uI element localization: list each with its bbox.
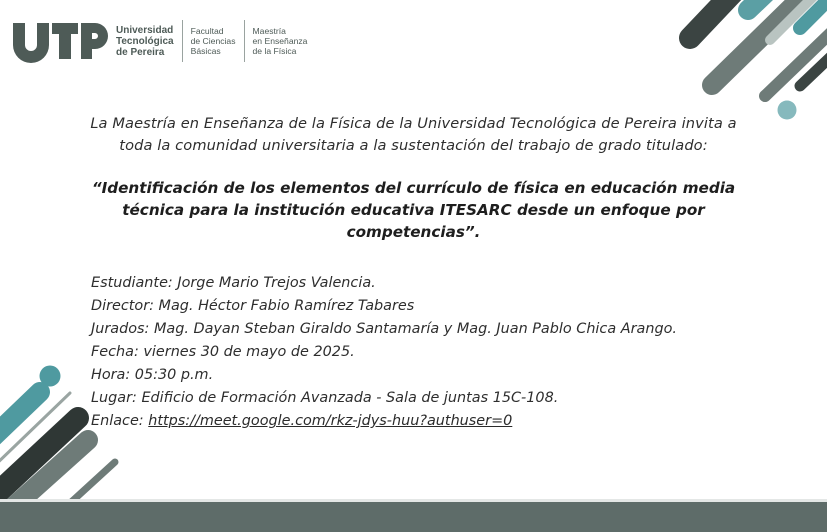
faculty-line-2: de Ciencias — [190, 36, 236, 46]
faculty-line-3: Básicas — [190, 46, 221, 56]
stripe-gray-bl-thin — [0, 393, 70, 470]
detail-link — [91, 410, 781, 433]
time-label: Hora — [91, 367, 126, 383]
thesis-title-line-2: técnica para la institución educativa ITESARC desde un enfoque por — [122, 201, 705, 219]
utp-logo — [10, 17, 307, 65]
stripe-teal-mid — [800, 0, 827, 28]
detail-student — [91, 272, 781, 295]
stripe-gray-long — [712, 0, 827, 85]
link-label: Enlace — [91, 413, 139, 429]
jury-label: Jurados — [91, 321, 145, 337]
program-line-1: Maestría — [252, 26, 286, 36]
time-value: : 05:30 p.m. — [125, 367, 214, 383]
detail-place — [91, 387, 781, 410]
program-name — [253, 26, 308, 56]
meeting-link[interactable]: https://meet.google.com/rkz-jdys-huu?authuser=0 — [148, 413, 513, 429]
director-value: : Mag. Héctor Fabio Ramírez Tabares — [149, 298, 415, 314]
dot-bottom-left — [40, 366, 61, 387]
utp-logo-mark — [10, 19, 110, 63]
university-line-1: Universidad — [116, 24, 174, 36]
date-label: Fecha — [91, 344, 134, 360]
stripe-light-short — [770, 0, 827, 40]
place-value: : Edificio de Formación Avanzada - Sala de juntas 15C-108. — [132, 390, 559, 406]
event-details — [91, 272, 781, 433]
stripe-dark-lower — [800, 48, 827, 86]
intro-line-1: La Maestría en Enseñanza de la Física de la Universidad Tecnológica de Pereira invita a — [90, 115, 737, 132]
stripe-teal-top — [748, 0, 790, 10]
logo-divider-2 — [244, 20, 245, 62]
program-line-2: en Enseñanza — [252, 36, 308, 46]
thesis-title-line-1: “Identificación de los elementos del currículo de física en educación media — [91, 179, 736, 197]
footer-band — [0, 502, 827, 532]
intro-line-2: toda la comunidad universitaria a la sustentación del trabajo de grado titulado: — [119, 137, 708, 154]
program-line-3: de la Física — [252, 46, 297, 56]
student-label: Estudiante — [91, 275, 168, 291]
university-line-2: Tecnológica — [116, 35, 174, 47]
thesis-title — [80, 177, 747, 243]
jury-value: : Mag. Dayan Steban Giraldo Santamaría y Mag. Juan Pablo Chica Arango. — [144, 321, 677, 337]
stripe-teal-bl — [0, 392, 40, 440]
logo-divider — [182, 20, 183, 62]
university-line-3: de Pereira — [116, 46, 165, 58]
faculty-line-1: Facultad — [190, 26, 224, 36]
place-label: Lugar — [91, 390, 133, 406]
detail-date — [91, 341, 781, 364]
stripe-dark-bl — [0, 418, 78, 500]
faculty-name — [191, 26, 236, 56]
date-value: : viernes 30 de mayo de 2025. — [133, 344, 355, 360]
university-name — [116, 25, 174, 58]
stripe-dark-top — [690, 0, 745, 38]
stripe-gray-lower — [765, 24, 827, 96]
invitation-intro — [40, 113, 787, 157]
student-value: : Jorge Mario Trejos Valencia. — [167, 275, 376, 291]
detail-director — [91, 295, 781, 318]
detail-jury — [91, 318, 781, 341]
director-label: Director — [91, 298, 150, 314]
detail-time — [91, 364, 781, 387]
link-separator: : — [138, 413, 149, 429]
thesis-title-line-3: competencias”. — [346, 223, 481, 241]
